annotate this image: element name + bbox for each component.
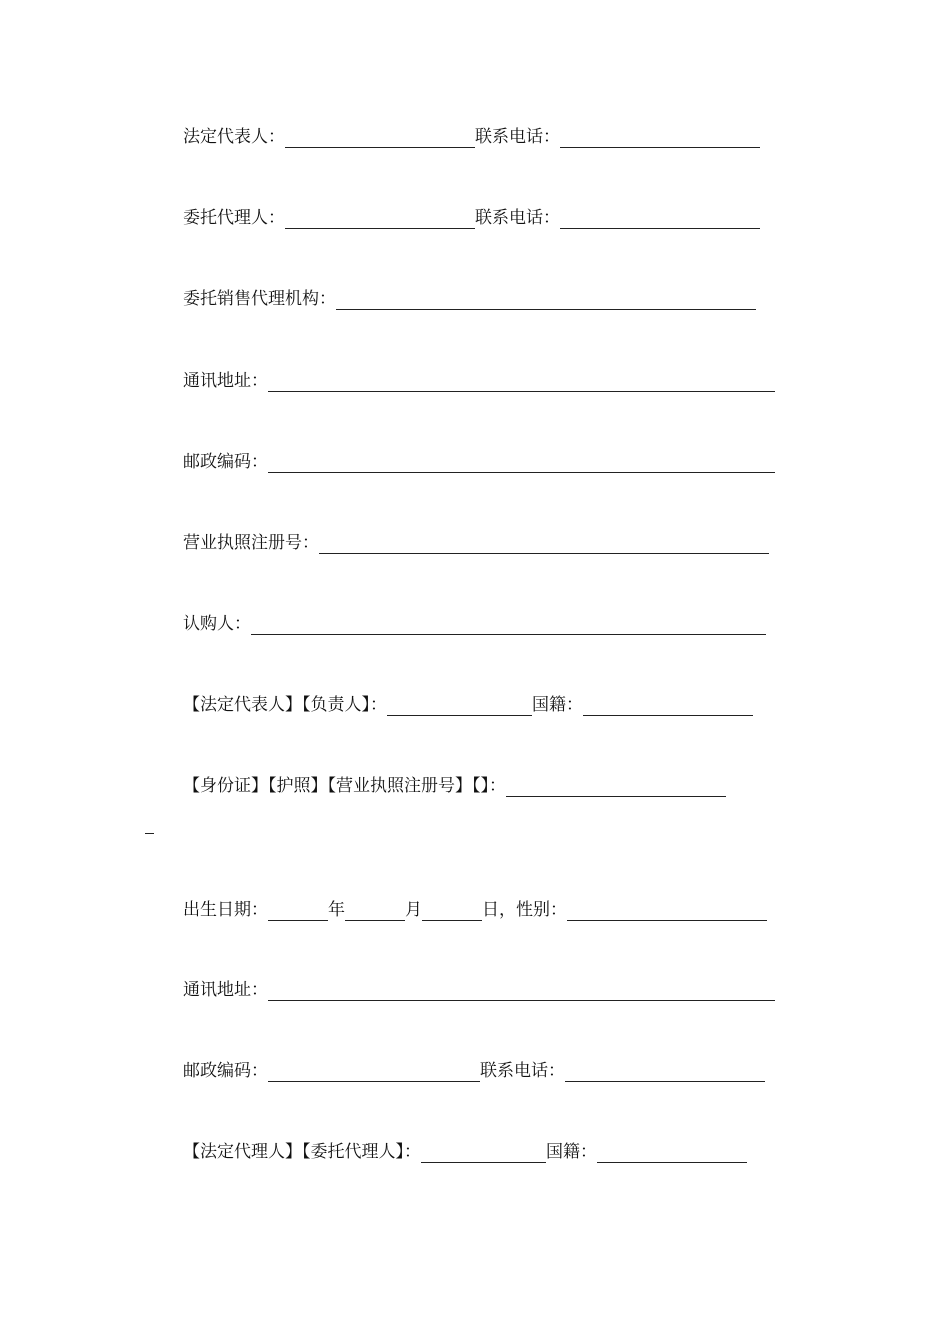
- month-label: 月: [405, 900, 422, 920]
- sales-agency-label: 委托销售代理机构：: [183, 289, 336, 309]
- buyer-address-label: 通讯地址：: [183, 980, 268, 1000]
- buyer-agent-nationality-field[interactable]: [597, 1142, 747, 1163]
- phone-label: 联系电话：: [475, 208, 560, 228]
- buyer-representative-label: 【法定代表人】【负责人】：: [183, 695, 387, 715]
- nationality-field[interactable]: [583, 695, 753, 716]
- buyer-agent-nationality-label: 国籍：: [546, 1142, 597, 1162]
- sales-agency-field[interactable]: [336, 289, 756, 310]
- form-row-authorized-agent: [183, 203, 760, 229]
- business-license-field[interactable]: [319, 533, 769, 554]
- buyer-address-field[interactable]: [268, 980, 775, 1001]
- form-row-buyer: [183, 609, 766, 635]
- buyer-postcode-field[interactable]: [268, 1061, 480, 1082]
- stray-underline: [145, 833, 154, 834]
- form-row-buyer-postcode: [183, 1056, 765, 1082]
- gender-field[interactable]: [567, 900, 767, 921]
- business-license-label: 营业执照注册号：: [183, 533, 319, 553]
- form-row-sales-agency: [183, 284, 756, 310]
- buyer-id-field[interactable]: [506, 776, 726, 797]
- buyer-phone-field[interactable]: [565, 1061, 765, 1082]
- legal-representative-label: 法定代表人：: [183, 127, 285, 147]
- form-row-buyer-agent: [183, 1137, 747, 1163]
- day-gender-label: 日，性别：: [482, 900, 567, 920]
- birth-day-field[interactable]: [422, 900, 482, 921]
- birth-month-field[interactable]: [345, 900, 405, 921]
- buyer-representative-field[interactable]: [387, 695, 532, 716]
- phone-field[interactable]: [560, 127, 760, 148]
- year-label: 年: [328, 900, 345, 920]
- buyer-phone-label: 联系电话：: [480, 1061, 565, 1081]
- form-row-birth-date: [183, 895, 767, 921]
- form-row-buyer-id: [183, 771, 726, 797]
- birth-date-label: 出生日期：: [183, 900, 268, 920]
- phone-field[interactable]: [560, 208, 760, 229]
- buyer-field[interactable]: [251, 614, 766, 635]
- address-label: 通讯地址：: [183, 371, 268, 391]
- form-row-address: [183, 366, 775, 392]
- buyer-agent-field[interactable]: [421, 1142, 546, 1163]
- postcode-field[interactable]: [268, 452, 775, 473]
- birth-year-field[interactable]: [268, 900, 328, 921]
- authorized-agent-field[interactable]: [285, 208, 475, 229]
- buyer-postcode-label: 邮政编码：: [183, 1061, 268, 1081]
- authorized-agent-label: 委托代理人：: [183, 208, 285, 228]
- form-row-business-license: [183, 528, 769, 554]
- form-row-postcode: [183, 447, 775, 473]
- buyer-id-label: 【身份证】【护照】【营业执照注册号】【】：: [183, 776, 506, 796]
- address-field[interactable]: [268, 371, 775, 392]
- buyer-label: 认购人：: [183, 614, 251, 634]
- nationality-label: 国籍：: [532, 695, 583, 715]
- postcode-label: 邮政编码：: [183, 452, 268, 472]
- phone-label: 联系电话：: [475, 127, 560, 147]
- form-row-legal-representative: [183, 122, 760, 148]
- buyer-agent-label: 【法定代理人】【委托代理人】：: [183, 1142, 421, 1162]
- legal-representative-field[interactable]: [285, 127, 475, 148]
- form-row-buyer-address: [183, 975, 775, 1001]
- form-row-buyer-representative: [183, 690, 753, 716]
